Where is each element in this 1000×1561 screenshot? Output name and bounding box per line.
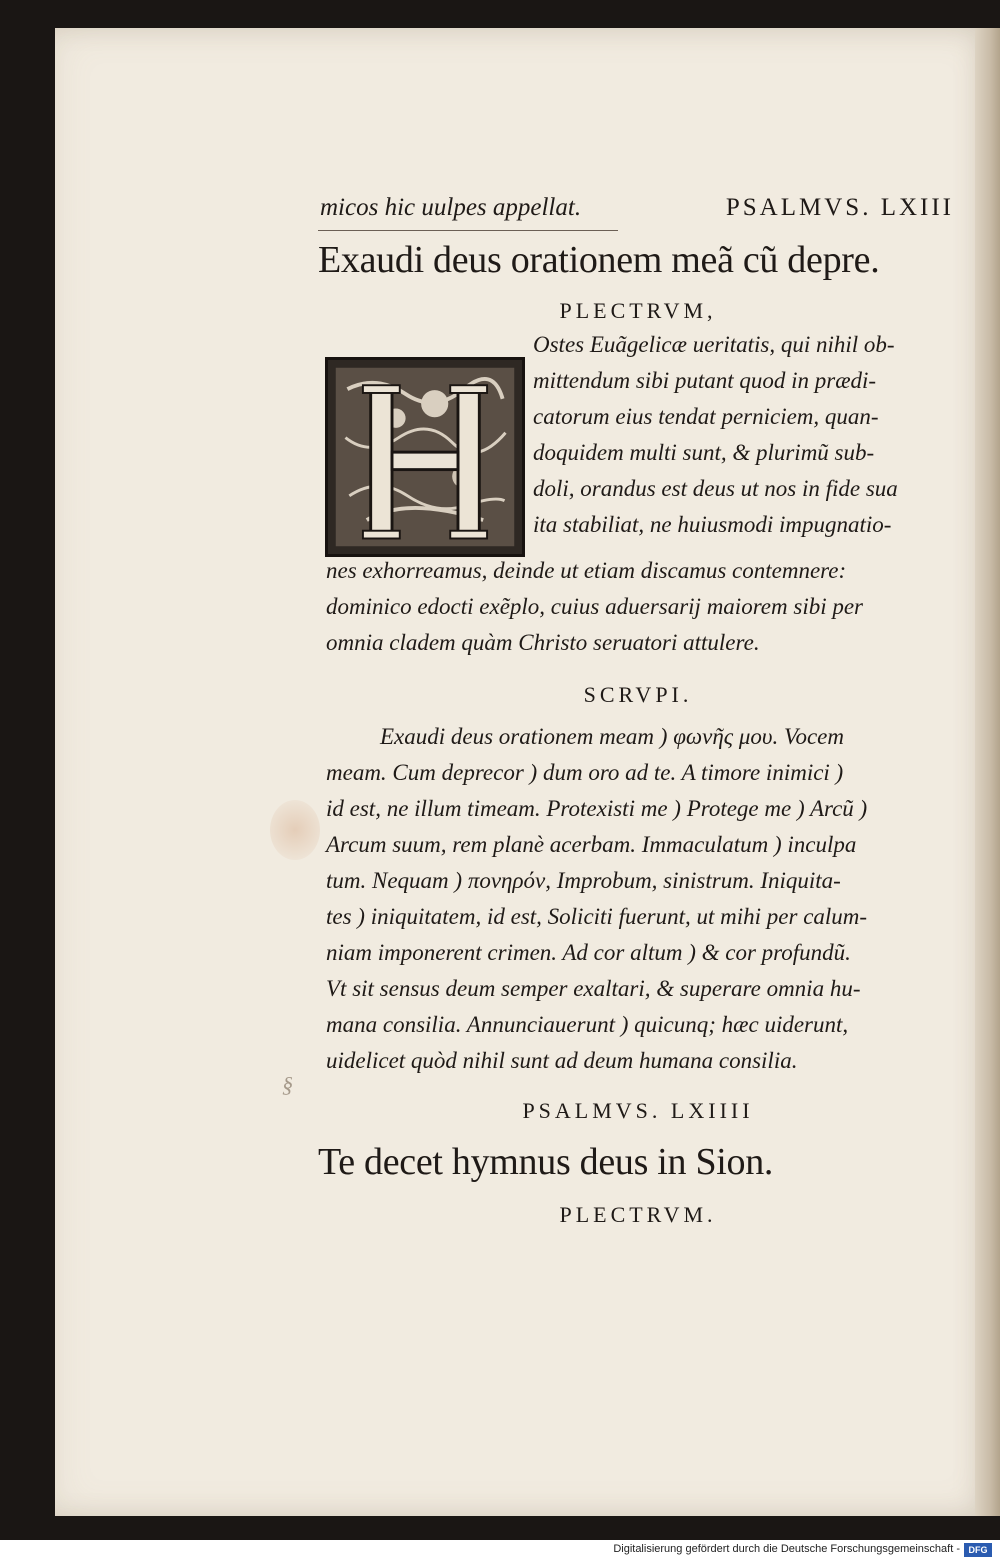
plectrum-line: doquidem multi sunt, & plurimũ sub- [533, 440, 875, 465]
head-rule [318, 230, 618, 231]
psalm64-heading: PSALMVS. LXIIII [522, 1098, 754, 1123]
plectrum-line: catorum eius tendat perniciem, quan- [533, 404, 879, 429]
footer-credit: Digitalisierung gefördert durch die Deutsche Forschungsgemeinschaft - [613, 1543, 960, 1555]
scrupi-line: uidelicet quòd nihil sunt ad deum humana consilia. [326, 1048, 798, 1073]
plectrum-line: mittendum sibi putant quod in prædi- [533, 368, 877, 393]
footer-bar [0, 1540, 1000, 1561]
scrupi-line: Vt sit sensus deum semper exaltari, & superare omnia hu- [326, 976, 861, 1001]
plectrum-line: nes exhorreamus, deinde ut etiam discamus contemnere: [326, 558, 847, 583]
running-head-catchword: micos hic uulpes appellat. [320, 194, 582, 221]
woodcut-initial-icon [328, 360, 522, 554]
psalm63-plectrum-heading: PLECTRVM, [559, 298, 717, 323]
decorated-initial-h [325, 357, 525, 557]
page-edge [975, 28, 1000, 1516]
scrupi-line: id est, ne illum timeam. Protexisti me ) Protege me ) Arcũ ) [326, 796, 868, 821]
scrupi-line: tum. Nequam ) πονηρόν, Improbum, sinistrum. Iniquita- [326, 868, 841, 893]
running-head [318, 190, 958, 230]
scrupi-line: mana consilia. Annunciauerunt ) quicunq; hæc uiderunt, [326, 1012, 849, 1037]
paper-stain [270, 800, 320, 860]
scrupi-line: tes ) iniquitatem, id est, Soliciti fuerunt, ut mihi per calum- [326, 904, 868, 929]
marginal-mark: § [282, 1072, 293, 1097]
plectrum-line: dominico edocti exẽplo, cuius aduersarij maiorem sibi per [326, 594, 864, 619]
scrupi-line: Exaudi deus orationem meam ) φωνῆς μου. Vocem [380, 724, 844, 749]
plectrum-line: doli, orandus est deus ut nos in fide sua [533, 476, 898, 501]
psalm63-scrupi-heading: SCRVPI. [583, 682, 693, 707]
plectrum-line: Ostes Euãgelicæ ueritatis, qui nihil ob- [533, 332, 895, 357]
scrupi-line: Arcum suum, rem planè acerbam. Immaculatum ) inculpa [326, 832, 857, 857]
psalm63-incipit: Exaudi deus orationem meã cũ depre. [318, 239, 880, 281]
psalm64-plectrum-heading: PLECTRVM. [559, 1202, 717, 1227]
plectrum-line: omnia cladem quàm Christo seruatori attulere. [326, 630, 760, 655]
scrupi-line: niam imponerent crimen. Ad cor altum ) & cor profundũ. [326, 940, 851, 965]
psalm64-incipit: Te decet hymnus deus in Sion. [318, 1141, 774, 1183]
scrupi-line: meam. Cum deprecor ) dum oro ad te. A timore inimici ) [326, 760, 844, 785]
plectrum-line: ita stabiliat, ne huiusmodi impugnatio- [533, 512, 892, 537]
dfg-logo-icon: DFG [964, 1543, 992, 1557]
running-head-title: PSALMVS. LXIII [725, 194, 954, 221]
